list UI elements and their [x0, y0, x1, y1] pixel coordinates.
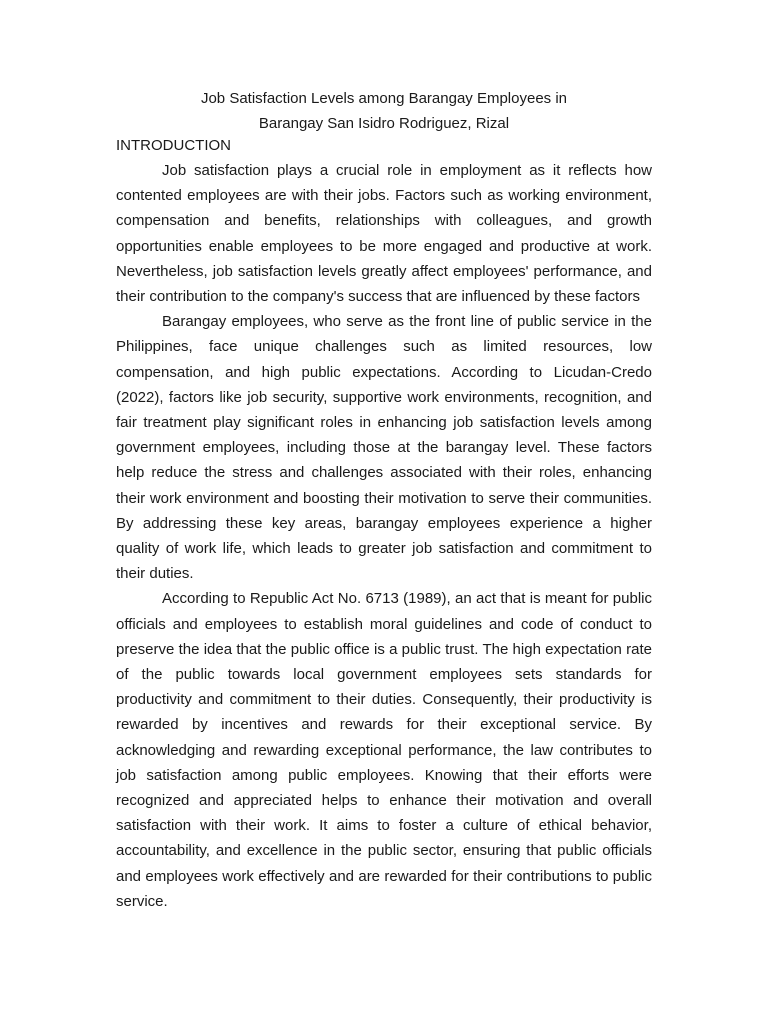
paragraph-job-satisfaction: Job satisfaction plays a crucial role in employment as it reflects how contented employees are with their jobs. Factors such as working environment, compensation and benefits, relationships with colleagues, and growth opportunities enable employees to be more engaged and productive at work. Nevertheless, job satisfaction levels greatly affect employees' performance, and their contribution to the company's success that are influenced by these factors	[116, 162, 652, 306]
document-title	[116, 86, 652, 136]
title-line-2: Barangay San Isidro Rodriguez, Rizal	[258, 115, 510, 132]
paragraph-republic-act: According to Republic Act No. 6713 (1989), an act that is meant for public officials and employees to establish moral guidelines and code of conduct to preserve the idea that the public office is a public trust. The high expectation rate of the public towards local government employees sets standards for productivity and commitment to their duties. Consequently, their productivity is rewarded by incentives and rewards for their exceptional service. By acknowledging and rewarding exceptional performance, the law contributes to job satisfaction among public employees. Knowing that their efforts were recognized and appreciated helps to enhance their motivation and overall satisfaction with their work. It aims to foster a culture of ethical behavior, accountability, and excellence in the public sector, ensuring that public officials and employees work effectively and are rewarded for their contributions to public service.	[116, 590, 652, 910]
title-line-1: Job Satisfaction Levels among Barangay Employees in	[200, 90, 568, 107]
document-body	[116, 158, 652, 914]
section-heading-introduction: INTRODUCTION	[116, 137, 231, 154]
paragraph-barangay-employees: Barangay employees, who serve as the front line of public service in the Philippines, face unique challenges such as limited resources, low compensation, and high public expectations. According to Licudan-Credo (2022), factors like job security, supportive work environments, recognition, and fair treatment play significant roles in enhancing job satisfaction levels among government employees, including those at the barangay level. These factors help reduce the stress and challenges associated with their roles, enhancing their work environment and boosting their motivation to serve their communities. By addressing these key areas, barangay employees experience a higher quality of work life, which leads to greater job satisfaction and commitment to their duties.	[116, 313, 652, 583]
